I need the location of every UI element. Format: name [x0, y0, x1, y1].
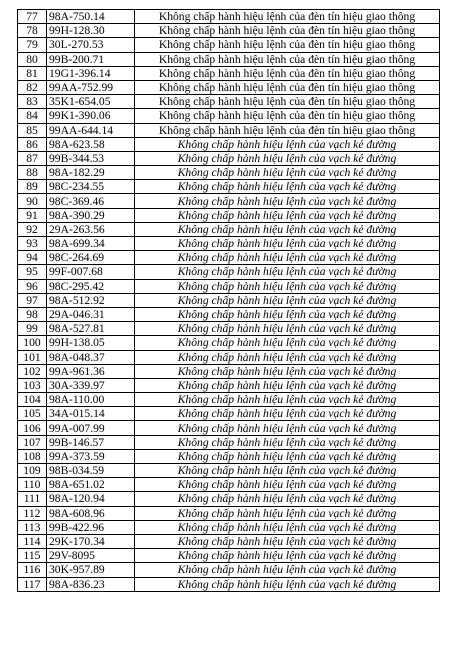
- table-row: [18, 563, 440, 577]
- row-number: 94: [18, 251, 47, 265]
- violation-description: Không chấp hành hiệu lệnh của đèn tín hiệu giao thông: [135, 109, 440, 123]
- license-plate: 34A-015.14: [47, 407, 135, 421]
- table-row: [18, 336, 440, 350]
- row-number: 79: [18, 38, 47, 52]
- table-row: [18, 208, 440, 222]
- license-plate: 35K1-654.05: [47, 95, 135, 109]
- violation-description: Không chấp hành hiệu lệnh của vạch kẻ đường: [135, 137, 440, 151]
- license-plate: 30K-957.89: [47, 563, 135, 577]
- violation-description: Không chấp hành hiệu lệnh của vạch kẻ đường: [135, 293, 440, 307]
- table-row: [18, 549, 440, 563]
- violation-description: Không chấp hành hiệu lệnh của đèn tín hiệu giao thông: [135, 123, 440, 137]
- license-plate: 99A-007.99: [47, 421, 135, 435]
- table-row: [18, 464, 440, 478]
- table-row: [18, 534, 440, 548]
- violation-description: Không chấp hành hiệu lệnh của vạch kẻ đường: [135, 307, 440, 321]
- license-plate: 98A-623.58: [47, 137, 135, 151]
- violation-description: Không chấp hành hiệu lệnh của vạch kẻ đường: [135, 407, 440, 421]
- row-number: 104: [18, 393, 47, 407]
- table-row: [18, 10, 440, 24]
- license-plate: 98A-527.81: [47, 322, 135, 336]
- violation-description: Không chấp hành hiệu lệnh của vạch kẻ đường: [135, 563, 440, 577]
- violation-description: Không chấp hành hiệu lệnh của đèn tín hiệu giao thông: [135, 66, 440, 80]
- violation-description: Không chấp hành hiệu lệnh của vạch kẻ đường: [135, 534, 440, 548]
- row-number: 110: [18, 478, 47, 492]
- license-plate: 98A-182.29: [47, 166, 135, 180]
- row-number: 105: [18, 407, 47, 421]
- table-row: [18, 265, 440, 279]
- row-number: 96: [18, 279, 47, 293]
- violation-description: Không chấp hành hiệu lệnh của vạch kẻ đường: [135, 166, 440, 180]
- table-row: [18, 24, 440, 38]
- license-plate: 99B-200.71: [47, 52, 135, 66]
- row-number: 114: [18, 534, 47, 548]
- violation-description: Không chấp hành hiệu lệnh của vạch kẻ đường: [135, 350, 440, 364]
- row-number: 88: [18, 166, 47, 180]
- row-number: 89: [18, 180, 47, 194]
- violation-description: Không chấp hành hiệu lệnh của vạch kẻ đường: [135, 322, 440, 336]
- table-row: [18, 237, 440, 251]
- row-number: 95: [18, 265, 47, 279]
- table-row: [18, 166, 440, 180]
- license-plate: 99B-146.57: [47, 435, 135, 449]
- row-number: 93: [18, 237, 47, 251]
- violations-table: [17, 9, 440, 592]
- violation-description: Không chấp hành hiệu lệnh của vạch kẻ đường: [135, 208, 440, 222]
- table-row: [18, 123, 440, 137]
- license-plate: 99AA-752.99: [47, 80, 135, 94]
- row-number: 85: [18, 123, 47, 137]
- license-plate: 98A-110.00: [47, 393, 135, 407]
- violation-description: Không chấp hành hiệu lệnh của đèn tín hiệu giao thông: [135, 24, 440, 38]
- license-plate: 98A-608.96: [47, 506, 135, 520]
- violation-description: Không chấp hành hiệu lệnh của vạch kẻ đường: [135, 180, 440, 194]
- violation-description: Không chấp hành hiệu lệnh của vạch kẻ đường: [135, 478, 440, 492]
- license-plate: 98A-750.14: [47, 10, 135, 24]
- violation-description: Không chấp hành hiệu lệnh của vạch kẻ đường: [135, 378, 440, 392]
- table-row: [18, 407, 440, 421]
- row-number: 109: [18, 464, 47, 478]
- violation-description: Không chấp hành hiệu lệnh của đèn tín hiệu giao thông: [135, 80, 440, 94]
- row-number: 97: [18, 293, 47, 307]
- license-plate: 99B-344.53: [47, 151, 135, 165]
- violation-description: Không chấp hành hiệu lệnh của vạch kẻ đường: [135, 549, 440, 563]
- row-number: 98: [18, 307, 47, 321]
- license-plate: 98C-264.69: [47, 251, 135, 265]
- row-number: 84: [18, 109, 47, 123]
- table-row: [18, 506, 440, 520]
- table-row: [18, 307, 440, 321]
- license-plate: 98A-390.29: [47, 208, 135, 222]
- table-row: [18, 80, 440, 94]
- row-number: 80: [18, 52, 47, 66]
- row-number: 77: [18, 10, 47, 24]
- row-number: 117: [18, 577, 47, 591]
- violation-description: Không chấp hành hiệu lệnh của vạch kẻ đường: [135, 222, 440, 236]
- license-plate: 29A-263.56: [47, 222, 135, 236]
- violation-description: Không chấp hành hiệu lệnh của vạch kẻ đường: [135, 435, 440, 449]
- violation-description: Không chấp hành hiệu lệnh của vạch kẻ đường: [135, 464, 440, 478]
- row-number: 115: [18, 549, 47, 563]
- violation-description: Không chấp hành hiệu lệnh của vạch kẻ đường: [135, 194, 440, 208]
- violation-description: Không chấp hành hiệu lệnh của vạch kẻ đường: [135, 393, 440, 407]
- violation-description: Không chấp hành hiệu lệnh của vạch kẻ đường: [135, 577, 440, 591]
- license-plate: 98C-234.55: [47, 180, 135, 194]
- license-plate: 98B-034.59: [47, 464, 135, 478]
- license-plate: 30L-270.53: [47, 38, 135, 52]
- license-plate: 98A-512.92: [47, 293, 135, 307]
- table-row: [18, 137, 440, 151]
- table-row: [18, 151, 440, 165]
- row-number: 83: [18, 95, 47, 109]
- table-row: [18, 364, 440, 378]
- row-number: 112: [18, 506, 47, 520]
- violation-description: Không chấp hành hiệu lệnh của vạch kẻ đường: [135, 492, 440, 506]
- license-plate: 98A-651.02: [47, 478, 135, 492]
- table-row: [18, 222, 440, 236]
- violation-description: Không chấp hành hiệu lệnh của vạch kẻ đường: [135, 265, 440, 279]
- violation-description: Không chấp hành hiệu lệnh của đèn tín hiệu giao thông: [135, 95, 440, 109]
- violation-description: Không chấp hành hiệu lệnh của vạch kẻ đường: [135, 506, 440, 520]
- row-number: 102: [18, 364, 47, 378]
- table-row: [18, 251, 440, 265]
- license-plate: 99B-422.96: [47, 520, 135, 534]
- table-row: [18, 520, 440, 534]
- license-plate: 30A-339.97: [47, 378, 135, 392]
- row-number: 91: [18, 208, 47, 222]
- row-number: 82: [18, 80, 47, 94]
- violation-description: Không chấp hành hiệu lệnh của vạch kẻ đường: [135, 336, 440, 350]
- license-plate: 98C-295.42: [47, 279, 135, 293]
- license-plate: 99A-961.36: [47, 364, 135, 378]
- license-plate: 29K-170.34: [47, 534, 135, 548]
- table-row: [18, 577, 440, 591]
- table-row: [18, 180, 440, 194]
- license-plate: 98A-048.37: [47, 350, 135, 364]
- violation-description: Không chấp hành hiệu lệnh của vạch kẻ đường: [135, 151, 440, 165]
- row-number: 99: [18, 322, 47, 336]
- table-row: [18, 293, 440, 307]
- license-plate: 98A-120.94: [47, 492, 135, 506]
- license-plate: 29A-046.31: [47, 307, 135, 321]
- license-plate: 99K1-390.06: [47, 109, 135, 123]
- row-number: 111: [18, 492, 47, 506]
- table-row: [18, 435, 440, 449]
- table-row: [18, 478, 440, 492]
- row-number: 86: [18, 137, 47, 151]
- license-plate: 99H-128.30: [47, 24, 135, 38]
- table-row: [18, 492, 440, 506]
- row-number: 116: [18, 563, 47, 577]
- row-number: 92: [18, 222, 47, 236]
- violation-description: Không chấp hành hiệu lệnh của vạch kẻ đường: [135, 237, 440, 251]
- license-plate: 99AA-644.14: [47, 123, 135, 137]
- license-plate: 98C-369.46: [47, 194, 135, 208]
- violation-description: Không chấp hành hiệu lệnh của đèn tín hiệu giao thông: [135, 52, 440, 66]
- table-row: [18, 52, 440, 66]
- violation-description: Không chấp hành hiệu lệnh của vạch kẻ đường: [135, 279, 440, 293]
- row-number: 103: [18, 378, 47, 392]
- violation-description: Không chấp hành hiệu lệnh của vạch kẻ đường: [135, 520, 440, 534]
- violation-description: Không chấp hành hiệu lệnh của vạch kẻ đường: [135, 421, 440, 435]
- row-number: 108: [18, 449, 47, 463]
- row-number: 113: [18, 520, 47, 534]
- row-number: 81: [18, 66, 47, 80]
- table-row: [18, 194, 440, 208]
- table-row: [18, 350, 440, 364]
- license-plate: 19G1-396.14: [47, 66, 135, 80]
- table-row: [18, 66, 440, 80]
- license-plate: 99H-138.05: [47, 336, 135, 350]
- table-row: [18, 95, 440, 109]
- license-plate: 29V-8095: [47, 549, 135, 563]
- violation-description: Không chấp hành hiệu lệnh của vạch kẻ đường: [135, 364, 440, 378]
- row-number: 107: [18, 435, 47, 449]
- license-plate: 98A-699.34: [47, 237, 135, 251]
- table-row: [18, 421, 440, 435]
- row-number: 101: [18, 350, 47, 364]
- table-row: [18, 279, 440, 293]
- table-row: [18, 322, 440, 336]
- row-number: 100: [18, 336, 47, 350]
- row-number: 106: [18, 421, 47, 435]
- table-row: [18, 449, 440, 463]
- violation-description: Không chấp hành hiệu lệnh của đèn tín hiệu giao thông: [135, 10, 440, 24]
- violations-table-body: [18, 10, 440, 592]
- violation-description: Không chấp hành hiệu lệnh của vạch kẻ đường: [135, 251, 440, 265]
- row-number: 78: [18, 24, 47, 38]
- row-number: 87: [18, 151, 47, 165]
- license-plate: 98A-836.23: [47, 577, 135, 591]
- license-plate: 99A-373.59: [47, 449, 135, 463]
- violation-description: Không chấp hành hiệu lệnh của đèn tín hiệu giao thông: [135, 38, 440, 52]
- violation-description: Không chấp hành hiệu lệnh của vạch kẻ đường: [135, 449, 440, 463]
- table-row: [18, 109, 440, 123]
- row-number: 90: [18, 194, 47, 208]
- license-plate: 99F-007.68: [47, 265, 135, 279]
- table-row: [18, 38, 440, 52]
- table-row: [18, 378, 440, 392]
- table-row: [18, 393, 440, 407]
